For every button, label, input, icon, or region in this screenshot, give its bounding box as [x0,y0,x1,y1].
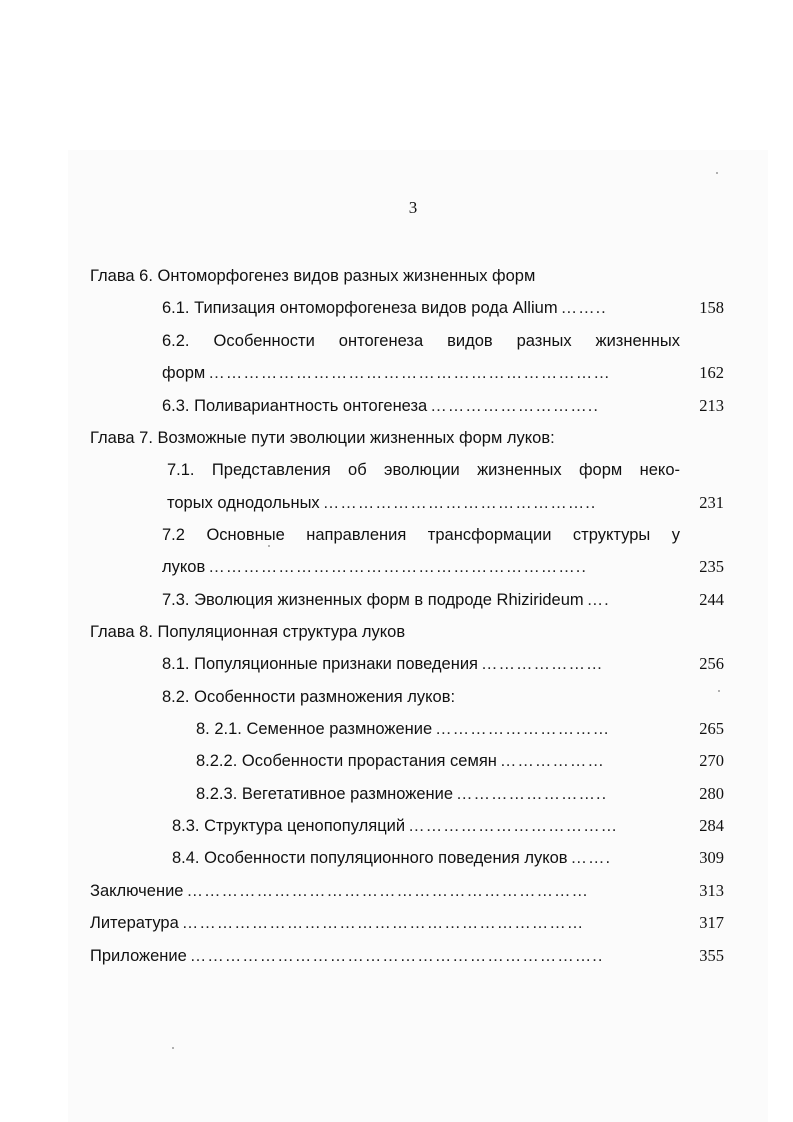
page-number: 3 [408,198,418,217]
leader-dots: ……. [570,849,612,867]
toc-page-6-3: 213 [699,396,724,415]
scan-speck [718,690,720,692]
leader-dots: …………………………………………………………… [181,914,585,932]
toc-entry-label: торых однодольных [167,494,320,512]
leader-dots: ……………………………… [408,817,619,835]
scan-speck [172,1047,174,1049]
toc-entry-appendix [90,945,678,967]
toc-entry-7-1-line1: 7.1. Представления об эволюции жизненных форм неко- [167,461,680,479]
toc-entry-8-1 [162,653,674,675]
toc-entry-label: 8.2.3. Вегетативное размножение [196,785,454,803]
toc-entry-8-2-3 [196,783,662,805]
toc-entry-label: 7.3. Эволюция жизненных форм в подроде Rhizirideum [162,591,584,609]
toc-entry-7-1 [167,492,680,514]
toc-entry-6-3 [162,395,680,417]
toc-page-appendix: 355 [699,946,724,965]
toc-entry-label: Заключение [90,882,184,900]
toc-entry-7-2-line1: 7.2 Основные направления трансформации структуры у [162,526,680,544]
toc-page-8-1: 256 [699,654,724,673]
leader-dots: ……………………….. [430,397,599,415]
toc-entry-label: Литература [90,914,179,932]
leader-dots: ………………… [481,655,604,673]
toc-entry-label: 6.1. Типизация онтоморфогенеза видов рода Allium [162,299,558,317]
toc-page-8-2-2: 270 [699,751,724,770]
leader-dots: ………………………… [435,720,611,738]
leader-dots: …………………………………………………………… [208,364,611,382]
scan-speck [268,545,270,547]
leader-dots: …….. [560,299,607,317]
toc-page-8-2-3: 280 [699,784,724,803]
chapter-8-title: Глава 8. Популяционная структура луков [90,623,406,641]
toc-page-8-4: 309 [699,848,724,867]
toc-page-7-2: 235 [699,557,724,576]
leader-dots: ……………………………………….. [322,494,597,512]
toc-entry-label: 6.3. Поливариантность онтогенеза [162,397,428,415]
toc-entry-label: 8.2.2. Особенности прорастания семян [196,752,497,770]
leader-dots: ……………… [499,752,605,770]
toc-page-7-1: 231 [699,493,724,512]
toc-page-7-3: 244 [699,590,724,609]
leader-dots: …………………………………………………………….. [189,947,604,965]
toc-entry-7-2 [162,556,680,578]
toc-entry-6-2 [162,362,680,384]
leader-dots: …. [586,591,610,609]
leader-dots: …………………….. [456,785,608,803]
toc-page-8-3: 284 [699,816,724,835]
toc-page-8-2-1: 265 [699,719,724,738]
toc-entry-8-2-1 [196,718,662,740]
toc-entry-label: форм [162,364,206,382]
toc-entry-label: 8.4. Особенности популяционного поведения луков [172,849,568,867]
toc-entry-conclusion [90,880,678,902]
toc-page-6-2: 162 [699,363,724,382]
toc-entry-label: 8.1. Популяционные признаки поведения [162,655,478,673]
scan-speck [716,172,718,174]
toc-entry-label: луков [162,558,206,576]
toc-entry-6-2-line1: 6.2. Особенности онтогенеза видов разных жизненных [162,332,680,350]
toc-entry-8-2-title: 8.2. Особенности размножения луков: [162,688,456,706]
toc-entry-7-3 [162,589,680,611]
toc-entry-8-3 [172,815,676,837]
chapter-6-title: Глава 6. Онтоморфогенез видов разных жизненных форм [90,267,536,285]
toc-page-6-1: 158 [699,298,724,317]
leader-dots: ……………………………………………………….. [208,558,587,576]
toc-entry-literature [90,912,678,934]
toc-page-literature: 317 [699,913,724,932]
toc-entry-6-1 [162,297,680,319]
toc-entry-label: 8.3. Структура ценопопуляций [172,817,406,835]
chapter-7-title: Глава 7. Возможные пути эволюции жизненных форм луков: [90,429,555,447]
toc-page-conclusion: 313 [699,881,724,900]
leader-dots: …………………………………………………………… [186,882,589,900]
toc-entry-8-2-2 [196,750,662,772]
toc-entry-label: Приложение [90,947,187,965]
toc-entry-label: 8. 2.1. Семенное размножение [196,720,433,738]
toc-entry-8-4 [172,847,678,869]
